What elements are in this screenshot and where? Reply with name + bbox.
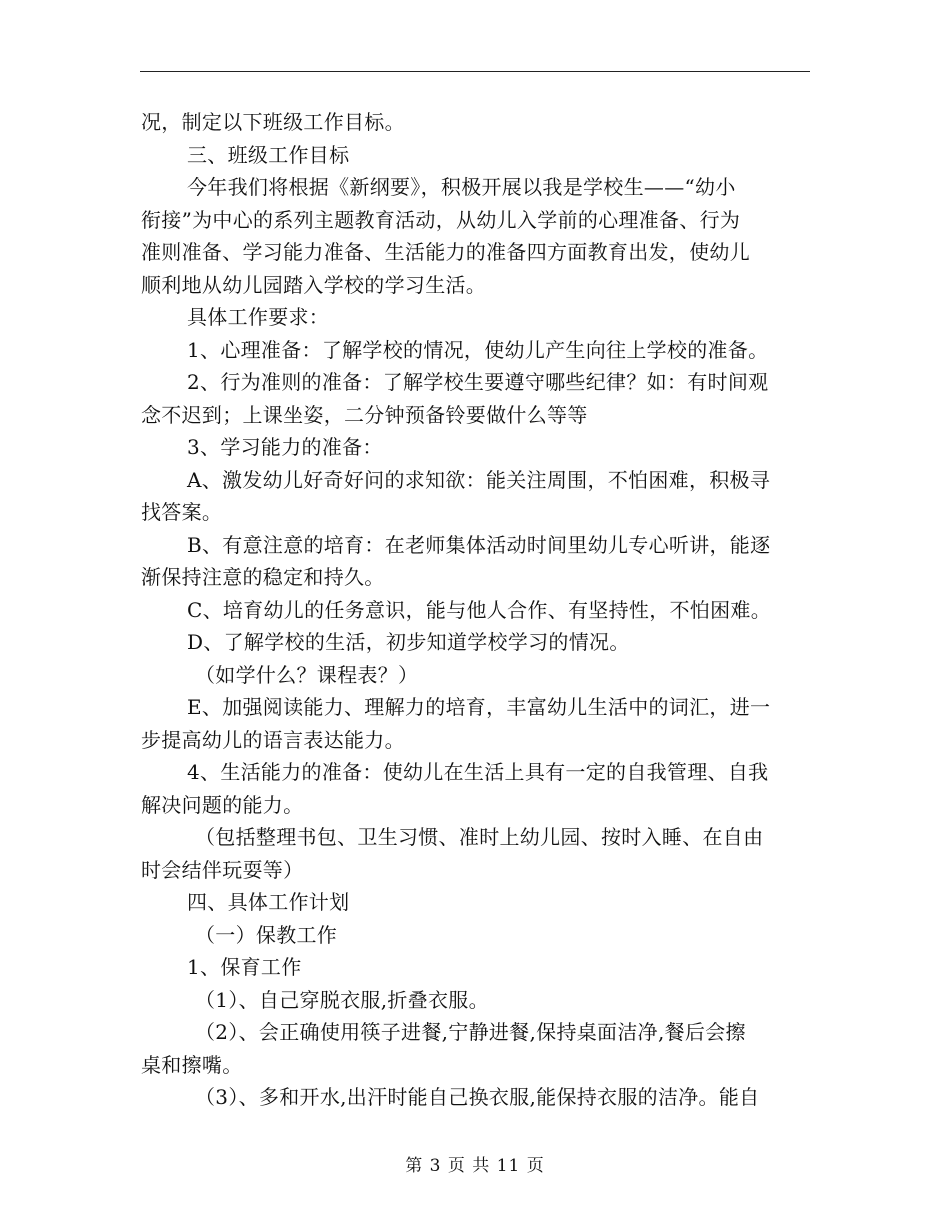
text-line: 准则准备、学习能力准备、生活能力的准备四方面教育出发，使幼儿 (141, 240, 750, 264)
text-line: 衔接”为中心的系列主题教育活动，从幼儿入学前的心理准备、行为 (141, 207, 741, 232)
text-line: 四、具体工作计划 (187, 890, 350, 914)
text-line: A、激发幼儿好奇好问的求知欲：能关注周围，不怕困难，积极寻 (187, 467, 771, 492)
text-line: （2）、会正确使用筷子进餐,宁静进餐,保持桌面洁净,餐后会擦 (195, 1020, 746, 1044)
text-line: 2、行为准则的准备：了解学校生要遵守哪些纪律？如：有时间观 (187, 370, 769, 394)
text-line: B、有意注意的培育：在老师集体活动时间里幼儿专心听讲，能逐 (187, 532, 771, 557)
document-body (141, 106, 809, 1114)
text-line: E、加强阅读能力、理解力的培育，丰富幼儿生活中的词汇，进一 (187, 695, 771, 719)
text-line: （1）、自己穿脱衣服,折叠衣服。 (195, 987, 489, 1012)
text-line: C、培育幼儿的任务意识，能与他人合作、有坚持性，不怕困难。 (187, 597, 772, 622)
text-line: 况，制定以下班级工作目标。 (141, 110, 405, 134)
text-line: 解决问题的能力。 (141, 792, 304, 817)
text-line: 4、生活能力的准备：使幼儿在生活上具有一定的自我管理、自我 (187, 760, 769, 784)
text-line: （如学什么？课程表？） (195, 662, 419, 687)
text-line: 找答案。 (141, 500, 223, 524)
text-line: 步提高幼儿的语言表达能力。 (141, 727, 405, 752)
text-line: （3）、多和开水,出汗时能自己换衣服,能保持衣服的洁净。能自 (195, 1085, 760, 1109)
text-line: 具体工作要求： (187, 305, 330, 329)
text-line: （包括整理书包、卫生习惯、准时上幼儿园、按时入睡、在自由 (195, 825, 764, 849)
text-line: 渐保持注意的稳定和持久。 (141, 565, 385, 589)
page-footer: 第 3 页 共 11 页 (405, 1156, 545, 1176)
text-line: 念不迟到；上课坐姿，二分钟预备铃要做什么等等 (141, 402, 588, 427)
text-line: 1、保育工作 (187, 955, 302, 979)
text-line: 时会结伴玩耍等） (141, 857, 304, 882)
header-rule (140, 71, 810, 72)
text-line: D、了解学校的生活，初步知道学校学习的情况。 (187, 630, 630, 654)
text-line: 桌和擦嘴。 (141, 1052, 243, 1077)
text-line: 3、学习能力的准备： (187, 435, 383, 459)
text-line: 1、心理准备：了解学校的情况，使幼儿产生向往上学校的准备。 (187, 337, 769, 362)
text-line: （一）保教工作 (195, 922, 338, 947)
text-line: 今年我们将根据《新纲要》，积极开展以我是学校生——“幼小 (187, 175, 736, 199)
text-line: 三、班级工作目标 (187, 142, 350, 167)
text-line: 顺利地从幼儿园踏入学校的学习生活。 (141, 272, 487, 297)
